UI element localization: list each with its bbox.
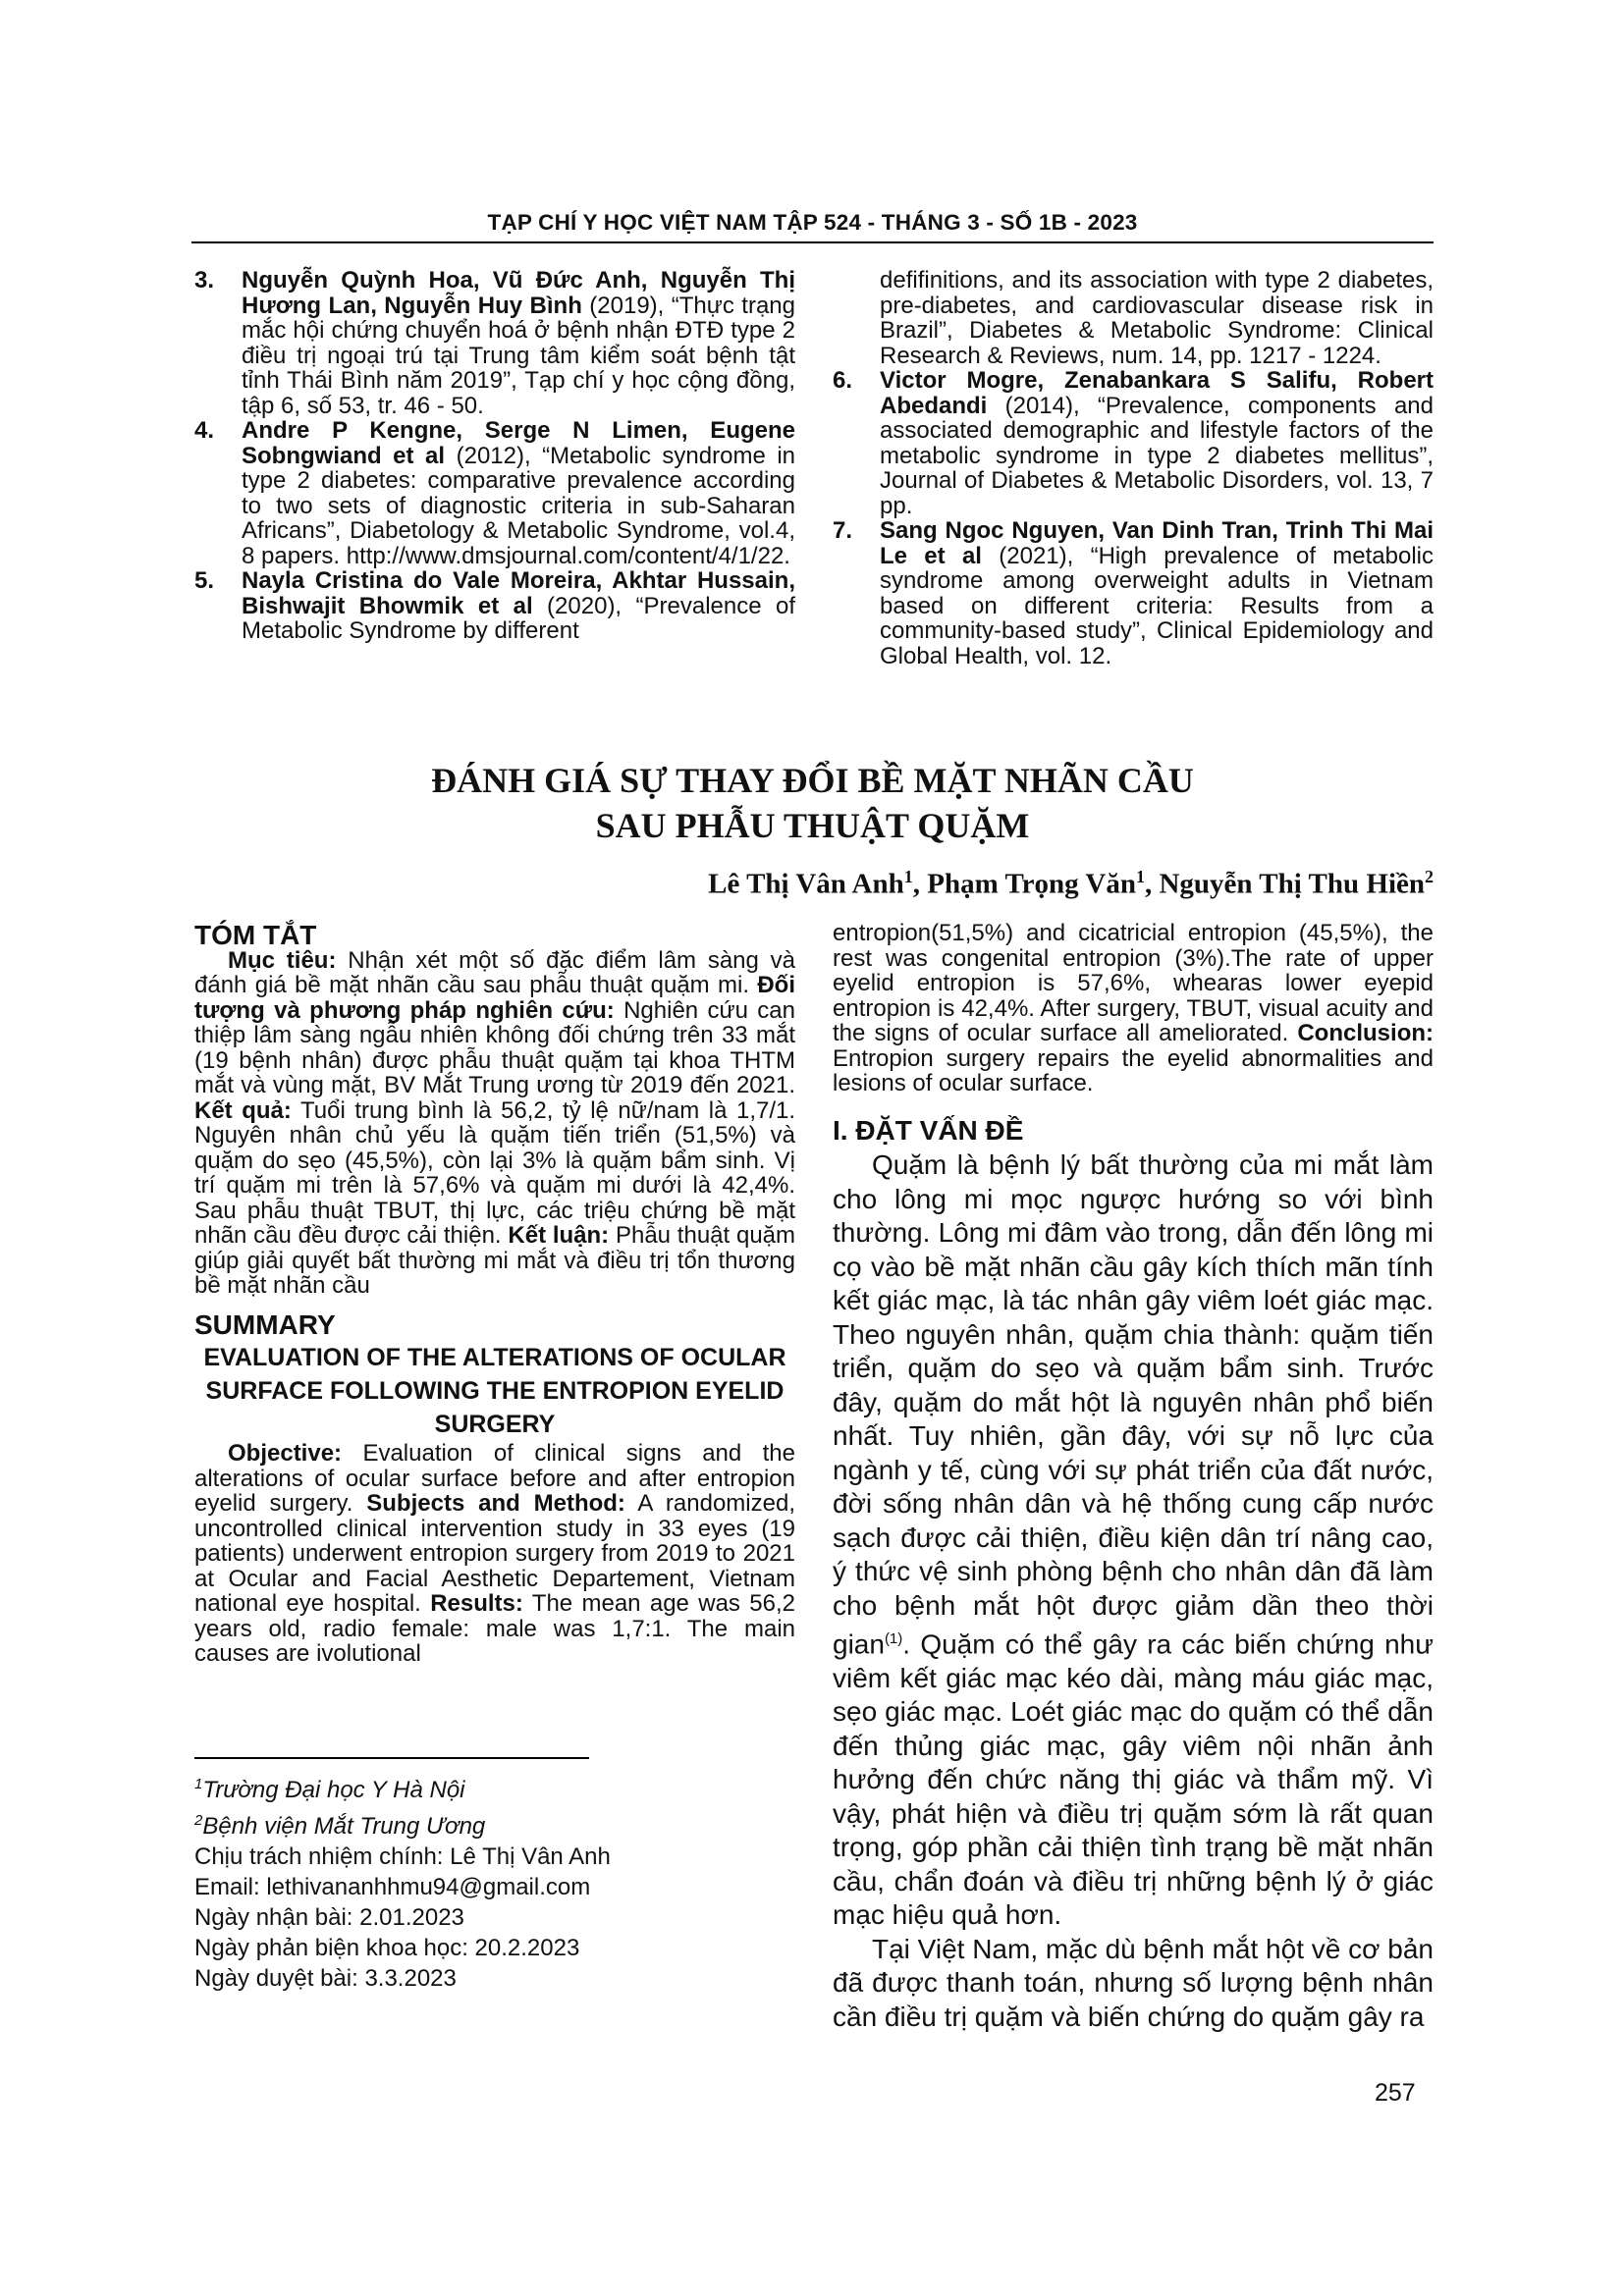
- author-affiliation-mark: 2: [1425, 867, 1434, 886]
- date-reviewed: Ngày phản biện khoa học: 20.2.2023: [194, 1935, 580, 1961]
- summary-label-method: Subjects and Method:: [366, 1490, 625, 1517]
- footnote-rule: [194, 1757, 589, 1759]
- main-right-column: [833, 921, 1434, 2034]
- author-affiliation-mark: 1: [903, 867, 913, 886]
- article-title-line-1: ĐÁNH GIÁ SỰ THAY ĐỔI BỀ MẶT NHÃN CẦU: [431, 761, 1194, 800]
- abstract-column: [194, 920, 796, 1667]
- abstract-method-text: Nghiên cứu can thiệp lâm sàng ngẫu nhiên không đối chứng trên 33 mắt (19 bệnh nhân) được phẫu thuật quặm tại khoa THTM mắt và vùng mặt, BV Mắt Trung ương từ 2019 đến 2021.: [194, 996, 795, 1098]
- summary-label-results: Results:: [430, 1590, 523, 1617]
- affiliation-text: Trường Đại học Y Hà Nội: [202, 1777, 465, 1803]
- reference-item: [833, 518, 1434, 668]
- summary-label-objective: Objective:: [228, 1440, 343, 1467]
- summary-paragraph: [194, 1441, 795, 1667]
- date-accepted: Ngày duyệt bài: 3.3.2023: [194, 1965, 457, 1992]
- reference-continuation: defifinitions, and its association with type 2 diabetes, pre-diabetes, and cardiovascular disease risk in Brazil”, Diabetes & Metabolic Syndrome: Clinical Research & Reviews, num. 14, pp. 1217 - 1224.: [880, 267, 1434, 369]
- abstract-heading: TÓM TẮT: [194, 920, 317, 950]
- reference-text: (2014), “Prevalence, components and associated demographic and lifestyle factors of the metabolic syndrome in type 2 diabetes mellitus”, Journal of Diabetes & Metabolic Disorders, vol. 13, 7 pp.: [880, 392, 1434, 519]
- summary-conclusion-text: Entropion surgery repairs the eyelid abnormalities and lesions of ocular surface.: [833, 1044, 1434, 1096]
- author-name: Lê Thị Vân Anh: [708, 868, 904, 900]
- reference-text: (2012), “Metabolic syndrome in type 2 diabetes: comparative prevalence according to two sets of diagnostic criteria in sub-Saharan Africans”, Diabetology & Metabolic Syndrome, vol.4, 8 papers. http://www.dmsjournal.com/content/4/1/22.: [242, 442, 796, 569]
- summary-label-conclusion: Conclusion:: [1297, 1020, 1434, 1046]
- author-name: Phạm Trọng Văn: [927, 868, 1136, 900]
- reference-item: [194, 418, 795, 568]
- reference-authors: Sang Ngoc Nguyen, Van Dinh Tran, Trinh Thi Mai Le et al: [880, 517, 1434, 569]
- intro-paragraph: [833, 1148, 1434, 1933]
- abstract-results-text: Tuổi trung bình là 56,2, tỷ lệ nữ/nam là 1,7/1. Nguyên nhân chủ yếu là quặm tiến triển (51,5%) và quặm do sẹo (45,5%), còn lại 3% là quặm bẩm sinh. Vị trí quặm mi trên là 57,6% và quặm mi dưới là 42,4%. Sau phẫu thuật TBUT, thị lực, các triệu chứng bề mặt nhãn cầu đều được cải thiện.: [194, 1096, 796, 1249]
- summary-method-text: A randomized, uncontrolled clinical intervention study in 33 eyes (19 patients) underwent entropion surgery from 2019 to 2021 at Ocular and Facial Aesthetic Departement, Vietnam national eye hospital.: [194, 1490, 795, 1617]
- reference-number: 6.: [833, 367, 853, 394]
- contact-email: Email: lethivananhhmu94@gmail.com: [194, 1874, 591, 1900]
- reference-number: 3.: [194, 267, 215, 294]
- summary-continuation: [833, 921, 1434, 1096]
- reference-item: [833, 368, 1434, 518]
- summary-objective-text: Evaluation of clinical signs and the alterations of ocular surface before and after entropion eyelid surgery.: [194, 1440, 795, 1517]
- author-separator: ,: [912, 868, 928, 900]
- abstract-objective-text: Nhận xét một số đặc điểm lâm sàng và đánh giá bề mặt nhãn cầu sau phẫu thuật quặm mi.: [194, 946, 796, 998]
- affiliation-mark: 2: [194, 1812, 203, 1829]
- reference-number: 7.: [833, 517, 853, 544]
- affiliation-2: [194, 1805, 795, 1842]
- reference-number: 5.: [194, 567, 215, 594]
- author-name: Nguyễn Thị Thu Hiền: [1159, 868, 1425, 900]
- reference-text: (2021), “High prevalence of metabolic syndrome among overweight adults in Vietnam based on different criteria: Results from a community-based study”, Clinical Epidemiology and Global Health, vol. 12.: [880, 542, 1435, 669]
- reference-number: 4.: [194, 417, 215, 444]
- article-title-line-2: SAU PHẪU THUẬT QUẶM: [595, 806, 1030, 845]
- abstract-conclusion-text: Phẫu thuật quặm giúp giải quyết bất thường mi mắt và điều trị tổn thương bề mặt nhãn cầu: [194, 1222, 796, 1299]
- article-title: [191, 758, 1434, 848]
- references-left: [194, 268, 795, 644]
- citation-mark: (1): [884, 1630, 903, 1647]
- references-right: [833, 268, 1434, 668]
- reference-item: [194, 268, 795, 418]
- footnotes: [194, 1769, 795, 1994]
- summary-title: EVALUATION OF THE ALTERATIONS OF OCULAR SURFACE FOLLOWING THE ENTROPION EYELID SURGERY: [203, 1344, 786, 1438]
- reference-text: (2020), “Prevalence of Metabolic Syndrome by different: [242, 592, 796, 644]
- intro-text: Quặm là bệnh lý bất thường của mi mắt làm cho lông mi mọc ngược hướng so với bình thường. Lông mi đâm vào trong, dẫn đến lông mi cọ vào bề mặt nhãn cầu gây kích thích mãn tính kết giác mạc, là tác nhân gây viêm loét giác mạc. Theo nguyên nhân, quặm chia thành: quặm tiến triển, quặm do sẹo và quặm bẩm sinh. Trước đây, quặm do mắt hột là nguyên nhân phổ biến nhất. Tuy nhiên, gần đây, với sự nỗ lực của ngành y tế, cùng với sự phát triển của đất nước, đời sống nhân dân và hệ thống cung cấp nước sạch được cải thiện, điều kiện dân trí nâng cao, ý thức vệ sinh phòng bệnh cho nhân dân đã làm cho bệnh mắt hột được giảm dần theo thời gian: [833, 1149, 1434, 1660]
- date-received: Ngày nhận bài: 2.01.2023: [194, 1904, 464, 1931]
- section-heading-introduction: I. ĐẶT VẤN ĐỀ: [833, 1114, 1024, 1146]
- abstract-label-conclusion: Kết luận:: [508, 1222, 610, 1249]
- reference-authors: Victor Mogre, Zenabankara S Salifu, Robert Abedandi: [880, 367, 1434, 419]
- running-header: TẠP CHÍ Y HỌC VIỆT NAM TẬP 524 - THÁNG 3 - SỐ 1B - 2023: [487, 210, 1138, 235]
- affiliation-text: Bệnh viện Mắt Trung Ương: [202, 1813, 486, 1840]
- intro-text-continued: . Quặm có thể gây ra các biến chứng như viêm kết giác mạc kéo dài, màng máu giác mạc, sẹo giác mạc. Loét giác mạc do quặm có thể dẫn đến thủng giác mạc, gây viêm nội nhãn ảnh hưởng đến chức năng thị giác và thẩm mỹ. Vì vậy, phát hiện và điều trị quặm sớm là rất quan trọng, góp phần cải thiện tình trạng bề mặt nhãn cầu, chẩn đoán và điều trị những bệnh lý ở giác mạc hiệu quả hơn.: [833, 1629, 1434, 1931]
- reference-authors: Andre P Kengne, Serge N Limen, Eugene Sobngwiand et al: [242, 417, 795, 469]
- summary-heading: SUMMARY: [194, 1308, 336, 1340]
- abstract-label-method: Đối tượng và phương pháp nghiên cứu:: [194, 972, 795, 1024]
- page-number: 257: [1375, 2079, 1416, 2107]
- abstract-paragraph: [194, 948, 795, 1299]
- affiliation-mark: 1: [194, 1776, 203, 1792]
- reference-authors: Nayla Cristina do Vale Moreira, Akhtar Hussain, Bishwajit Bhowmik et al: [242, 567, 795, 619]
- intro-paragraph: Tại Việt Nam, mặc dù bệnh mắt hột về cơ bản đã được thanh toán, nhưng số lượng bệnh nhân cần điều trị quặm và biến chứng do quặm gây ra: [833, 1933, 1434, 2032]
- summary-results-text: The mean age was 56,2 years old, radio female: male was 1,7:1. The main causes are ivolutional: [194, 1590, 795, 1667]
- author-separator: ,: [1144, 868, 1160, 900]
- reference-item: [194, 568, 795, 644]
- affiliation-1: [194, 1769, 795, 1805]
- reference-text: (2019), “Thực trạng mắc hội chứng chuyển hoá ở bệnh nhận ĐTĐ type 2 điều trị ngoại trú tại Trung tâm kiểm soát bệnh tật tỉnh Thái Bình năm 2019”, Tạp chí y học cộng đồng, tập 6, số 53, tr. 46 - 50.: [242, 292, 795, 419]
- reference-authors: Nguyễn Quỳnh Hoa, Vũ Đức Anh, Nguyễn Thị Hương Lan, Nguyễn Huy Bình: [242, 267, 795, 319]
- abstract-label-results: Kết quả:: [194, 1096, 292, 1124]
- abstract-label-objective: Mục tiêu:: [228, 946, 337, 974]
- summary-results-continued: entropion(51,5%) and cicatricial entropion (45,5%), the rest was congenital entropion (3%).The rate of upper eyelid entropion is 57,6%, whearas lower eyepid entropion is 42,4%. After surgery, TBUT, visual acuity and the signs of ocular surface all ameliorated.: [833, 920, 1434, 1046]
- author-affiliation-mark: 1: [1135, 867, 1145, 886]
- corresponding-author: Chịu trách nhiệm chính: Lê Thị Vân Anh: [194, 1843, 611, 1870]
- header-rule: [191, 241, 1434, 243]
- article-authors: [191, 867, 1434, 901]
